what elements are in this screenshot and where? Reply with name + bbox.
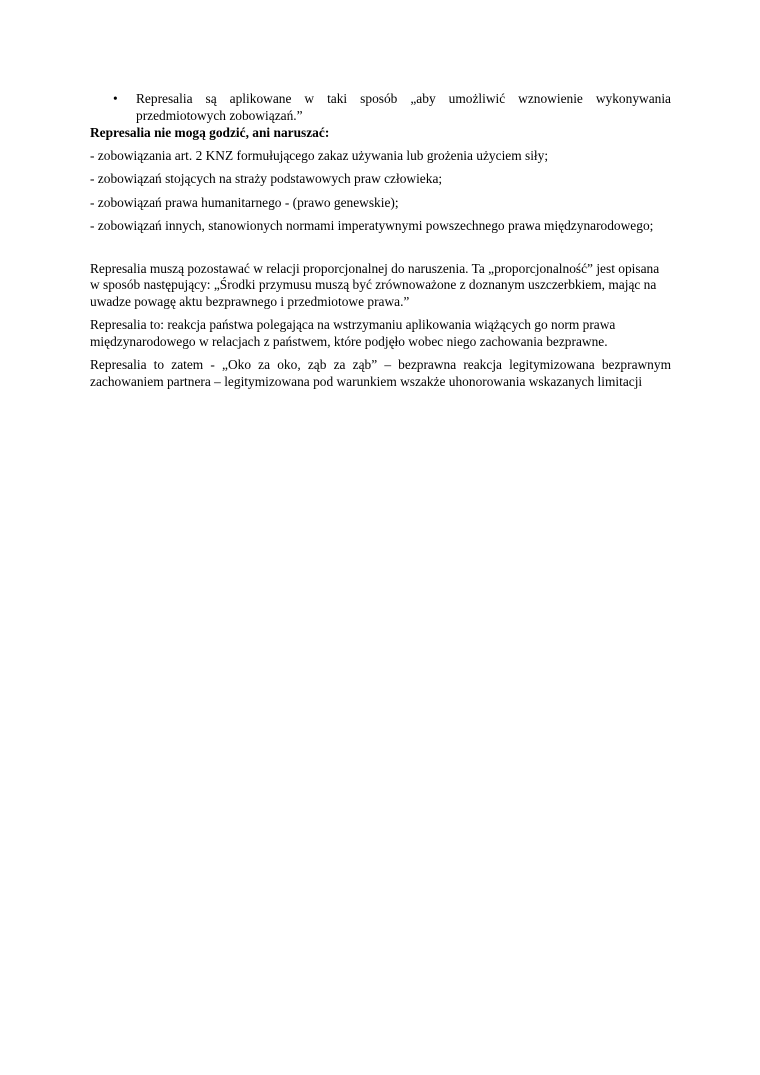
document-body <box>90 91 671 397</box>
list-item: - zobowiązań stojących na straży podstawowych praw człowieka; <box>90 171 443 186</box>
list-item: - zobowiązań prawa humanitarnego - (prawo genewskie); <box>90 194 399 210</box>
blank-line <box>90 242 671 261</box>
bullet-text: Represalia są aplikowane w taki sposób „aby umożliwić wznowienie wykonywania przedmiotowych zobowiązań.” <box>136 91 671 123</box>
bullet-item <box>90 91 671 124</box>
list-item: - zobowiązań innych, stanowionych normami imperatywnymi powszechnego prawa międzynarodowego; <box>90 218 654 233</box>
section-heading: Represalia nie mogą godzić, ani naruszać: <box>90 125 330 140</box>
paragraph-definition: Represalia to: reakcja państwa polegająca na wstrzymaniu aplikowania wiążących go norm prawa międzynarodowego w relacjach z państwem, które podjęło wobec niego zachowania bezprawne. <box>90 317 616 349</box>
bullet-icon: • <box>113 91 118 106</box>
list-item: - zobowiązania art. 2 KNZ formułującego zakaz używania lub grożenia użyciem siły; <box>90 147 549 163</box>
paragraph-proportionality: Represalia muszą pozostawać w relacji proporcjonalnej do naruszenia. Ta „proporcjonalność” jest opisana w sposób następujący: „Środki przymusu muszą być zrównoważone z doznanym uszczerbkiem, mając na uwadze powagę aktu bezprawnego i przedmiotowe prawa.” <box>90 260 660 309</box>
paragraph-conclusion: Represalia to zatem - „Oko za oko, ząb za ząb” – bezprawna reakcja legitymizowana bezprawnym zachowaniem partnera – legitymizowana pod warunkiem wszakże uhonorowania wskazanych limitacji <box>90 357 671 389</box>
